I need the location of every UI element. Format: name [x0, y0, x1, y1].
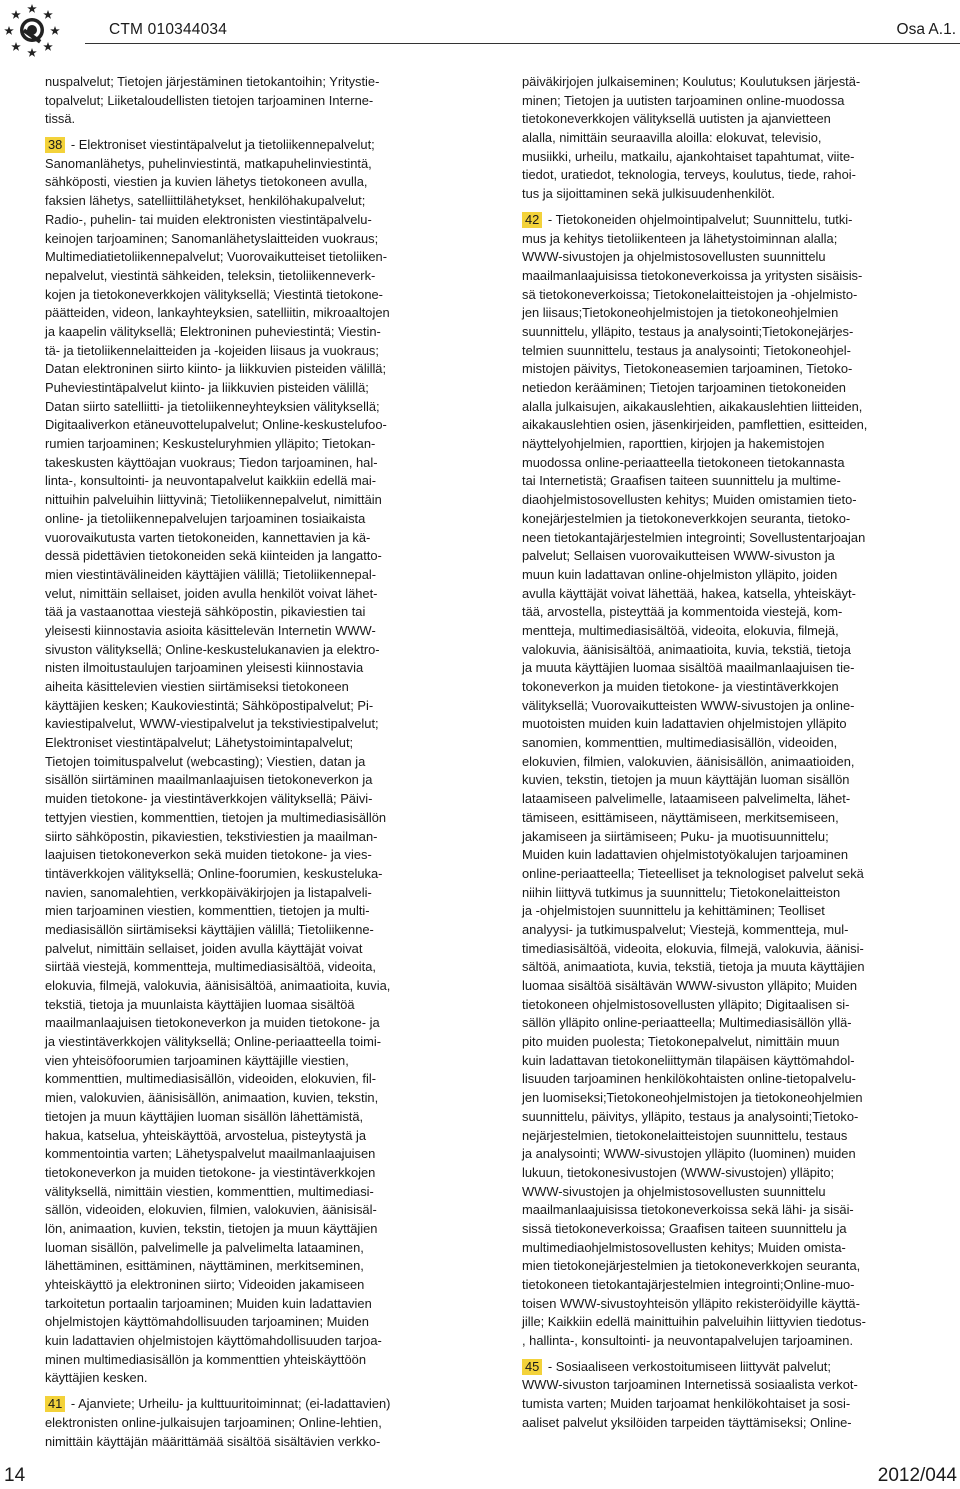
text-line: toisen WWW-sivustoyhteisön ylläpito rekisteröidyille käyttä- [522, 1295, 860, 1311]
text-line: mus ja kehitys tietoliikenteen ja lähetystoiminnan alalla; [522, 230, 838, 246]
text-line: konejärjestelmien ja tietokoneverkkojen seuranta, tietoko- [522, 510, 851, 526]
text-line: tietokoneen tietokantajärjestelmien integrointi;Online-muo- [522, 1277, 855, 1292]
text-line: telmien suunnittelu, testaus ja analysointi; Tietokoneohjel- [522, 342, 851, 358]
text-line: jen luomiseksi;Tietokoneohjelmistojen ja tietokoneohjelmien [522, 1090, 863, 1106]
text-line: tarkoitetun portaalin tarjoaminen; Muiden kuin ladattavien [45, 1295, 372, 1311]
text-line: kommenttien, multimediasisällön, videoiden, elokuvien, fil- [45, 1071, 377, 1087]
text-line: sällön, videoiden, elokuvien, filmien, valokuvien, äänisisäl- [45, 1202, 377, 1218]
text-line: tintäverkkojen välityksellä; Online-foorumien, keskusteluka- [45, 865, 383, 881]
text-line: navien, sanomalehtien, verkkopäiväkirjojen ja listapalveli- [45, 884, 372, 900]
text-line-content: - Sosiaaliseen verkostoitumiseen liittyvät palvelut; [544, 1358, 831, 1374]
text-line: nejärjestelmien, tietokonelaitteistojen suunnittelu, testaus [522, 1127, 848, 1143]
text-line: mistojen päivitys, Tietokoneasemien tarjoaminen, Tietoko- [522, 361, 853, 377]
text-line: lisuuden tarjoaminen henkilökohtaisten online-tietopalvelu- [522, 1071, 856, 1087]
class-42-paragraph [522, 211, 912, 1351]
text-line: tämiseen, esittämiseen, näyttämiseen, merkitsemiseen, [522, 809, 839, 825]
text-line-content: - Elektroniset viestintäpalvelut ja tietoliikennepalvelut; [67, 137, 375, 153]
text-line: WWW-sivustojen ja ohjelmistosovellusten suunnittelu [522, 249, 826, 265]
text-line: palvelut, nimittäin sellaiset, joiden avulla käyttäjät voivat [45, 940, 363, 956]
text-line: käyttäjien kesken. [45, 1370, 148, 1386]
text-line: aaliset palvelut yksilöiden tarpeiden täyttämiseksi; Online- [522, 1414, 852, 1430]
text-line: mediasisällön siirtämiseksi käyttäjien välillä; Tietoliikenne- [45, 921, 374, 937]
text-line: suunnittelu, päivitys, ylläpito, testaus ja analysointi;Tietoko- [522, 1108, 859, 1124]
text-line: aikakauslehtien osien, jäsenkirjeiden, pamflettien, esitteiden, [522, 417, 868, 433]
class-number-badge: 38 [45, 137, 65, 153]
text-line: avulla käyttäjät voivat lähettää, hakea, katsella, yhteiskäyt- [522, 585, 856, 601]
text-line: Tietojen toimituspalvelut (webcasting); Viestien, datan ja [45, 753, 366, 769]
text-line: ja muuta käyttäjien luomaa sisältöä maailmanlaajuisen tie- [522, 660, 855, 676]
text-line: tumista varten; Muiden tarjoamat henkilökohtaiset ja sosi- [522, 1396, 851, 1412]
text-line [522, 211, 912, 230]
class-41-paragraph [45, 1395, 435, 1451]
text-line: Elektroniset viestintäpalvelut; Lähetystoimintapalvelut; [45, 735, 354, 751]
oami-logo [2, 1, 62, 61]
text-line: , hallinta-, konsultointi- ja neuvontapalvelujen tarjoaminen. [522, 1333, 854, 1349]
left-column [45, 73, 435, 1451]
class-number-badge: 42 [522, 212, 542, 228]
document-id: CTM 010344034 [109, 21, 228, 38]
text-line: timediasisältöä, videoita, elokuvia, filmejä, valokuvia, äänisi- [522, 940, 864, 956]
text-line: analyysi- ja tutkimuspalvelut; Viestejä, kommentteja, mul- [522, 921, 849, 937]
text-line: hakua, katselua, yhteiskäyttöä, arvostelua, pisteytystä ja [45, 1127, 367, 1143]
text-line: tä- ja tietoliikennelaitteiden ja -kojeiden liisaus ja vuokraus; [45, 342, 379, 358]
text-line [522, 1358, 912, 1377]
text-line: lataamiseen palvelimelle, lataamiseen palvelimelta, lähet- [522, 791, 851, 807]
text-line: ja -ohjelmistojen suunnittelu ja kehittäminen; Teolliset [522, 903, 825, 919]
text-line: elokuvia, filmejä, valokuvia, äänisisältöä, animaatioita, kuvia, [45, 978, 391, 993]
text-line: neen tietokantajärjestelmien integrointi; Sovellustentarjoajan [522, 529, 866, 545]
text-line: ohjelmistojen käyttömahdollisuuden tarjoaminen; Muiden [45, 1314, 369, 1330]
text-line: sä tietokoneverkoissa; Tietokonelaitteistojen ja -ohjelmisto- [522, 286, 858, 302]
text-line: mien, valokuvien, äänisisällön, animaation, kuvien, tekstin, [45, 1090, 379, 1106]
text-line: maailmanlaajuisissa tietokoneverkoissa ja yritysten sisäisis- [522, 267, 863, 283]
text-line: sanomien, kommenttien, multimediasisällön, videoiden, [522, 735, 838, 751]
text-line: tettyjen viestien, kommenttien, tietojen ja multimediasisällön [45, 809, 387, 825]
header-rule [85, 43, 960, 44]
text-line: jille; Kaikkiin edellä mainittuihin palveluihin liittyvien tiedotus- [522, 1314, 866, 1330]
text-line: jen liisaus;Tietokoneohjelmistojen ja tietokoneohjelmien [522, 305, 839, 321]
text-line: mien tietokonejärjestelmien ja tietokoneverkkojen seuranta, [522, 1258, 861, 1274]
text-line: multimediaohjelmistosovellusten kehitys; Muiden omista- [522, 1239, 846, 1255]
text-line: jakamiseen ja siirtämiseen; Puku- ja muotisuunnittelu; [522, 828, 829, 844]
text-line: sähköposti, viestien ja kuvien lähetys tietokoneen avulla, [45, 174, 368, 190]
text-line: maailmanlaajuisissa tietokoneverkoissa sekä lähi- ja sisäi- [522, 1202, 854, 1218]
text-line: Puheviestintäpalvelut kiinto- ja liikkuvien pisteiden välillä; [45, 380, 369, 395]
text-line: käyttäjien kesken; Kaukoviestintä; Sähköpostipalvelut; Pi- [45, 697, 374, 713]
text-line: muotoisten muiden kuin ladattavien ohjelmistojen ylläpito [522, 716, 847, 732]
text-line: aiheita käsittelevien viestien siirtämiseksi tietokoneen [45, 679, 349, 694]
text-line: maailmanlaajuisen tietokoneverkon ja muiden tietokone- ja [45, 1015, 380, 1031]
text-line: mien tarjoaminen viestien, kommenttien, tietojen ja multi- [45, 903, 370, 919]
text-line: nisten ilmoitustaulujen tarjoaminen yleisesti kiinnostavia [45, 660, 364, 676]
bulletin-issue: 2012/044 [877, 1465, 957, 1486]
text-line: tissä. [45, 111, 76, 127]
text-line: nepalvelut, viestintä sähkeiden, teleksin, tietoliikenneverk- [45, 267, 376, 283]
text-line [45, 1395, 435, 1414]
text-line: musiikki, urheilu, matkailu, ajankohtaiset tapahtumat, viite- [522, 148, 855, 164]
text-line-content: - Tietokoneiden ohjelmointipalvelut; Suunnittelu, tutki- [544, 211, 853, 227]
text-line: vuorovaikutusta varten tietokoneiden, kannettavien ja kä- [45, 529, 371, 545]
text-line: velut, nimittäin sellaiset, joiden avulla henkilöt voivat lähet- [45, 585, 378, 601]
text-line: topalvelut; Liiketaloudellisten tietojen tarjoaminen Interne- [45, 92, 374, 108]
text-line: siirto sähköpostin, pikaviestien, tekstiviestien ja maailman- [45, 828, 378, 844]
text-line: Datan siirto satelliitti- ja tietoliikenneyhteyksien välityksellä; [45, 398, 380, 414]
text-line: tus ja sijoittaminen sekä julkisuudenhenkilöt. [522, 186, 775, 202]
text-line: luoman sisällön, palvelimelle ja palvelimelta lataaminen, [45, 1239, 364, 1255]
text-line: nimittäin käyttäjän määrittämää sisältöä sisältävien verkko- [45, 1433, 381, 1449]
text-line: niihin liittyvä tutkimus ja suunnittelu; Tietokonelaitteiston [522, 884, 841, 900]
text-line: tokoneverkon ja muiden tietokone- ja viestintäverkkojen [522, 679, 839, 694]
text-line: linta-, konsultointi- ja neuvontapalvelut kaikkiin edellä mai- [45, 473, 377, 489]
text-line: tekstiä, tietoja ja muunlaista käyttäjien luomaa sisältöä [45, 996, 355, 1012]
text-line-content: - Ajanviete; Urheilu- ja kulttuuritoiminnat; (ei-ladattavien) [67, 1396, 391, 1412]
text-line: elektronisten online-julkaisujen tarjoaminen; Online-lehtien, [45, 1414, 382, 1430]
text-line: muiden tietokone- ja viestintäverkkojen välityksellä; Päivi- [45, 791, 373, 807]
text-line: minen; Tietojen ja uutisten tarjoaminen online-muodossa [522, 92, 845, 108]
text-line: Radio-, puhelin- tai muiden elektronisten viestintäpalvelu- [45, 211, 372, 227]
text-line: mien viestintävälineiden käyttäjien välillä; Tietoliikennepal- [45, 566, 377, 582]
text-line: alalla, nimittäin seuraavilla aloilla: elokuvat, televisio, [522, 130, 822, 146]
text-line: välityksellä; Vuorovaikutteisten WWW-sivustojen ja online- [522, 697, 855, 713]
text-line: sivuston välityksellä; Online-keskustelukanavien ja elektro- [45, 641, 380, 657]
text-line: siirtää viestejä, kommentteja, multimediasisältöä, videoita, [45, 959, 377, 975]
text-line: laajuisen tietokoneverkon sekä muiden tietokone- ja vies- [45, 847, 372, 863]
text-line: elokuvien, filmien, valokuvien, äänisisällön, animaatioiden, [522, 753, 855, 769]
text-line: online-periaatteella; Tieteelliset ja teknologiset palvelut sekä [522, 865, 864, 881]
text-line: tietojen ja muun käyttäjien luoman sisällön lähettämistä, [45, 1108, 364, 1124]
text-line: kojen ja tietokoneverkkojen välityksellä; Viestintä tietokone- [45, 286, 383, 302]
text-line: minen multimediasisällön ja kommenttien yhteiskäyttöön [45, 1351, 366, 1367]
text-line: palvelut; Sellaisen vuorovaikutteisen WWW-sivuston ja [522, 548, 835, 564]
text-line: tää ja vastaanottaa viestejä sähköpostin, pikaviestien tai [45, 604, 366, 620]
text-line [45, 136, 435, 155]
text-line: rumien tarjoaminen; Keskusteluryhmien ylläpito; Tietokan- [45, 436, 376, 452]
text-line: yleisesti kiinnostavia asioita käsittelevän Internetin WWW- [45, 622, 376, 638]
text-line: tai Internetistä; Graafisen taiteen suunnittelu ja multime- [522, 473, 841, 489]
text-line: Muiden kuin ladattavien ohjelmistotyökalujen tarjoaminen [522, 847, 849, 863]
text-line: sissä tietokoneverkoissa; Graafisen taiteen suunnittelu ja [522, 1220, 847, 1236]
text-line: Digitaaliverkon etäneuvottelupalvelut; Online-keskustelufoo- [45, 417, 387, 433]
right-column [522, 73, 912, 1433]
text-line: muun kuin ladattavan online-ohjelmiston ylläpito, joiden [522, 566, 838, 582]
text-line: kuin ladattavan tietokoneliittymän tilapäisen käyttömahdol- [522, 1052, 855, 1068]
text-line: tietokoneverkon ja muiden tietokone- ja viestintäverkkojen [45, 1164, 376, 1180]
text-line: lön, animaation, kuvien, tekstin, tietojen ja muun käyttäjien [45, 1220, 378, 1236]
text-line: ja analysointi; WWW-sivustojen ylläpito (luominen) muiden [522, 1146, 856, 1162]
text-line: WWW-sivustojen ja ohjelmistosovellusten suunnittelu [522, 1183, 826, 1199]
text-line: lähettäminen, esittäminen, näyttäminen, merkitseminen, [45, 1258, 364, 1274]
text-line: diaohjelmistosovellusten kehitys; Muiden omistamien tieto- [522, 492, 857, 508]
text-line: Datan elektroninen siirto kiinto- ja liikkuvien pisteiden välillä; [45, 361, 387, 377]
text-line: Sanomanlähetys, puhelinviestintä, matkapuhelinviestintä, [45, 155, 372, 171]
text-line: keinojen tarjoaminen; Sanomanlähetyslaitteiden vuokraus; [45, 230, 379, 246]
text-line: nittuihin palveluihin liittyvinä; Tietoliikennepalvelut, nimittäin [45, 492, 382, 508]
text-line: ja viestintäverkkojen välityksellä; Online-periaatteella toimi- [45, 1034, 382, 1050]
class-number-badge: 41 [45, 1396, 65, 1412]
text-line: näyttelyohjelmien, raporttien, kirjojen ja hakemistojen [522, 436, 825, 452]
text-line: Multimediatietoliikennepalvelut; Vuorovaikutteiset tietoliiken- [45, 249, 388, 265]
class-45-paragraph [522, 1358, 912, 1433]
text-line: tietokoneverkkojen välityksellä uutisten ja ajanvietteen [522, 111, 831, 127]
right-intro-paragraph [522, 73, 912, 204]
section-label: Osa A.1. [896, 21, 956, 38]
text-line: online- ja tietoliikennepalvelujen tarjoaminen tosiaikaista [45, 510, 366, 526]
text-line: nuspalvelut; Tietojen järjestäminen tietokantoihin; Yritystie- [45, 74, 380, 89]
text-line: alalla julkaisujen, aikakauslehtien, aikakauslehtien liitteiden, [522, 398, 863, 414]
text-line: päätteiden, videon, lankayhteyksien, satelliitin, mikroaaltojen [45, 305, 390, 321]
class-number-badge: 45 [522, 1359, 542, 1375]
text-line: tietokoneen ohjelmistosovellusten ylläpito; Digitaalisen si- [522, 996, 850, 1012]
text-line: mentteja, multimediasisältöä, videoita, elokuvia, filmejä, [522, 622, 839, 638]
text-line: sältöä, animaatiota, kuvia, tekstiä, tietoja ja muuta käyttäjien [522, 959, 865, 975]
text-line: dessä pidettävien tietokoneiden sekä kiinteiden ja langatto- [45, 548, 382, 564]
text-line: tää, arvostella, pisteyttää ja kommentoida viestejä, kom- [522, 604, 843, 620]
text-line: päiväkirjojen julkaiseminen; Koulutus; Koulutuksen järjestä- [522, 74, 861, 89]
text-line: yhteiskäyttö ja elektroninen siirto; Videoiden jakamiseen [45, 1277, 365, 1292]
text-line: faksien lähetys, satelliittilähetykset, henkilöhakupalvelut; [45, 193, 366, 209]
text-line: kommentointia varten; Lähetyspalvelut maailmanlaajuisen [45, 1146, 376, 1162]
text-line: kaviestipalvelut, WWW-viestipalvelut ja tekstiviestipalvelut; [45, 716, 379, 732]
class-38-paragraph [45, 136, 435, 1388]
text-line: takeskusten käyttöajan vuokraus; Tiedon tarjoaminen, hal- [45, 454, 378, 470]
text-line: kuvien, tekstin, tietojen ja muun käyttäjän luoman sisällön [522, 772, 850, 788]
left-intro-paragraph [45, 73, 435, 129]
text-line: vien yhteisöfoorumien tarjoaminen käyttäjille viestien, [45, 1052, 349, 1068]
text-line: sisällön siirtäminen maailmanlaajuisen tietokoneverkon ja [45, 772, 373, 788]
page-number: 14 [4, 1465, 26, 1486]
text-line: kuin ladattavien ohjelmistojen käyttömahdollisuuden tarjoa- [45, 1333, 382, 1349]
text-line: tiedot, uratiedot, teknologia, terveys, koulutus, tiede, rahoi- [522, 167, 856, 183]
text-line: suunnittelu, ylläpito, testaus ja analysointi;Tietokonejärjes- [522, 323, 854, 339]
text-line: pito muiden puolesta; Tietokonepalvelut, nimittäin muun [522, 1034, 840, 1050]
text-line: WWW-sivuston tarjoaminen Internetissä sosiaalista verkot- [522, 1377, 858, 1393]
text-line: luomaa sisältöä sisältävän WWW-sivuston ylläpito; Muiden [522, 978, 858, 993]
text-line: välityksellä, nimittäin viestien, kommenttien, multimediasi- [45, 1183, 374, 1199]
text-line: sällön ylläpito online-periaatteella; Multimediasisällön yllä- [522, 1015, 852, 1031]
text-line: valokuvia, äänisisältöä, animaatioita, kuvia, tekstiä, tietoja [522, 641, 851, 657]
text-line: lukuun, tietokonesivustojen (WWW-sivustojen) ylläpito; [522, 1164, 835, 1180]
text-line: muodossa online-periaatteella tietokoneen tietokannasta [522, 454, 845, 470]
text-line: ja kaapelin välityksellä; Elektroninen puheviestintä; Viestin- [45, 323, 381, 339]
text-line: netiedon kerääminen; Tietojen tarjoaminen tietokoneiden [522, 380, 846, 395]
